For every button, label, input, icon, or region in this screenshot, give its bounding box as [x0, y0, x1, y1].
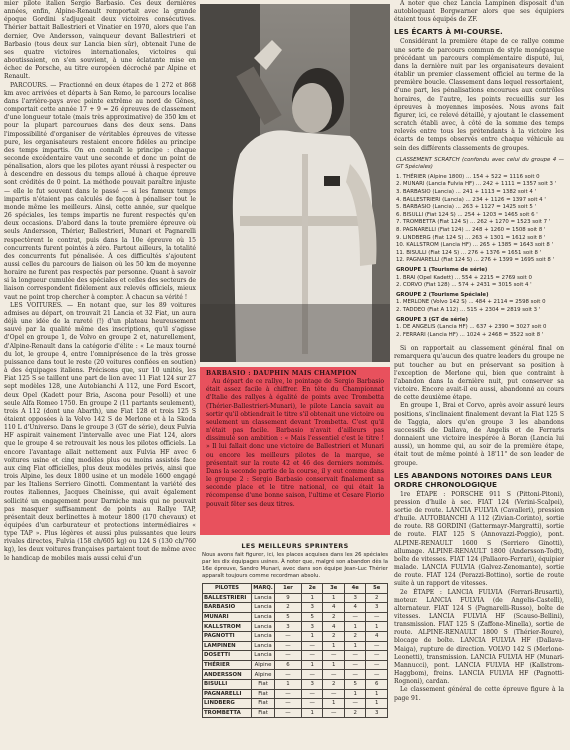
- placing-cell: 1: [323, 641, 345, 651]
- classement-line: 2. MUNARI (Lancia Fulvia HF) ... 242 + 1111 = 1357 soit 3 ': [396, 181, 557, 188]
- photo-driver-drinking: [200, 4, 390, 362]
- section-heading-ecarts: LES ÉCARTS À MI-COURSE.: [394, 27, 503, 37]
- placing-cell: 6: [366, 679, 388, 689]
- article-paragraph: LES VOITURES. — En notant que, sur les 89 voitures admises au départ, on trouvait 21 Lancia et 32 Fiat, un aura déjà une idée de la rareté (!) d'un plateau heureusement sauvé par la qualité même des inscriptions, qu'il s'agisse d'Opel en groupe 1, de Volvo en groupe 2 et, naturellement, d'Alpine-Renault dans la catégorie d'élite : « Le maux tourné du lot, le groupe 4, entre l'omniprésence de la très grosse puissance dans tout le reste (20 voitures confiées en soutien) à des équipages italiens. Précisons que, sur 10 unités, les Fiat 125 S se taillent une part de lion avec 11 Fiat 124 sur 27 sept modèles 128, une Autobianchi A 112, une Ford Escort, deux Opel (Kadett pour Bria, Ascona pour Pesolli) et une seule Alfa Romeo 1750. En groupe 2 (11 partants seulement), trois A 112 (dont une Abarth), une Fiat 128 et trois 125 S étaient opposées à la Volvo 142 S de Merlone et à la Skoda 110 L d'Universo. Dans le groupe 3 (GT de série), deux Fulvia HF aspirait vainement l'intervalle avec une Fiat 124, alors que le groupe 4 se retrouvait les nous les pilotes officiels. La encore l'avantage allait nettement aux Fulvia HF avec 6 voitures usine et cinq modèles plus ou moins assistés face aux cinq Fiat officielles, plus deux modèles privés, ainsi que trois Alpine, les deux 1800 usine et un modèle 1600 engagé par les Italiens Serriero Ginotti. Commentant la variété des routes italiennes, Jacques Cheinisse, qui avait également sollicité un engagement pour Darniche mais qui ne pouvait pas masquer suffisamment de points au Rallye TAP, présentait deux berlinettes à moteur 1800 (170 chevaux) et équipées d'un carburateur et protections intermédiaires « type TAP ». Plus légères et aussi plus puissantes que leurs rivales directes, Fulvia (158 ch/605 kg) ou 124 S (130 ch/760 kg), les deux voitures françaises partaient tout de même avec le handicap de mobiles mais aussi celui d'un: [4, 301, 196, 562]
- table-row: [203, 631, 388, 641]
- placing-cell: 2: [344, 631, 366, 641]
- article-paragraph: PARCOURS. — Fractionné en deux étapes de 1 272 et 868 km avec arrivées et départs à San Remo, le parcours localise dans l'arrière-pays avec pointe extrême au nord de Gênes, comportait cette année 17 + 9 = 26 épreuves de classement d'une longueur totale (mais très approximative) de 350 km et pour la plupart parcourues dans des deux sens. Dans l'impossibilité d'organiser de véritables épreuves de vitesse pure, les organisateurs restaient encore fidèles au principe des temps impartis. On en connaît le principe : chaque seconde excédentaire vaut une seconde et donc un point de pénalisation, alors que les pilotes ayant réussi à respecter ou à descendre en dessous du temps alloué à chaque épreuve sont crédités de 0 point. La méthode pouvait paraître injuste — elle le fut souvent dans le passé — si les fameux temps impartis n'étaient pas calculés de façon à pénaliser tout le monde même les meilleurs. Ainsi, cette année, sur quelque 26 spéciales, les temps impartis ne furent respectés qu'en deux occasions. D'abord dans la toute première épreuve où seuls Andersson, Thérier, Ballestrieri, Munari et Pagnarelli respectèrent le contrat, puis dans la 10e épreuve où 15 concurrents furent pointés à zéro. Partout ailleurs, la totalité des concurrents fut pénalisée. À ces difficultés s'ajoutent aussi celles du parcours de liaison où les 50 km de moyenne horaire ne furent pas respectés par personne. Quant à savoir si la longueur cumulée des spéciales et celles des secteurs de liaison correspondent fidèlement aux relevés officiels, mieux vaut ne point trop chercher à compter. À chacun sa vérité !: [4, 81, 196, 301]
- placing-cell: —: [275, 708, 302, 718]
- placing-cell: —: [301, 689, 323, 699]
- placing-cell: 9: [275, 593, 302, 603]
- placing-cell: 1: [366, 699, 388, 709]
- table-row: [203, 689, 388, 699]
- placing-cell: 3: [366, 708, 388, 718]
- placing-cell: 1: [323, 660, 345, 670]
- caption-title: BARBASIO : DAUPHIN MAIS CHAMPION: [206, 370, 357, 377]
- classement-line: 1. BRAI (Opel Kadett) ... 554 + 2215 = 2769 soit 0: [396, 274, 532, 281]
- classement-group-heading: GROUPE 2 (Tourisme Spéciale): [396, 291, 489, 298]
- placing-cell: 2: [323, 679, 345, 689]
- make-cell: Lancia: [252, 631, 275, 641]
- table-row: [203, 593, 388, 603]
- pilot-name-cell: THÉRIER: [203, 660, 252, 670]
- placing-cell: 3: [344, 593, 366, 603]
- pilot-name-cell: BARBASIO: [203, 603, 252, 613]
- placing-cell: 5: [344, 679, 366, 689]
- placing-cell: —: [301, 670, 323, 680]
- make-cell: Fiat: [252, 689, 275, 699]
- placing-cell: 1: [323, 593, 345, 603]
- classement-line: 5. BARBASIO (Lancia) ... 263 + 1127 = 1425 soit 5 ': [396, 204, 536, 211]
- placing-cell: 4: [323, 603, 345, 613]
- placing-cell: 1: [323, 699, 345, 709]
- column-header: 1er: [275, 584, 302, 594]
- placing-cell: —: [275, 670, 302, 680]
- make-cell: Lancia: [252, 641, 275, 651]
- pilot-name-cell: LAMPINEN: [203, 641, 252, 651]
- photo-illustration: [200, 4, 390, 362]
- table-row: [203, 670, 388, 680]
- placing-cell: 3: [301, 603, 323, 613]
- classement-line: 1. DE ANGELIS (Lancia HF) ... 637 + 2390 = 3027 soit 0: [396, 324, 547, 331]
- placing-cell: —: [366, 670, 388, 680]
- placing-cell: 1: [301, 708, 323, 718]
- article-paragraph: Si on rapportait au classement général final on remarquera qu'aucun des quatre leaders du groupe ne put toucher au but en préservant sa position à l'exception de Merlone qui, bien que contraint à l'abandon dans la dernière nuit, put conserver sa victoire. Encore avait-il eu aussi, abandonné au cours de cette deuxième étape.: [394, 345, 564, 402]
- article-column-right: [394, 0, 564, 740]
- pilot-name-cell: BISULLI: [203, 679, 252, 689]
- classement-block: [396, 157, 564, 340]
- table-row: [203, 641, 388, 651]
- sprinters-table: [202, 583, 388, 718]
- pilot-name-cell: KALLSTROM: [203, 622, 252, 632]
- placing-cell: 6: [275, 660, 302, 670]
- classement-line: 2. CORVO (Fiat 128) ... 574 + 2431 = 3015 soit 4 ': [396, 282, 532, 289]
- placing-cell: —: [366, 612, 388, 622]
- classement-line: 7. TROMBETTA (Fiat 124 S) ... 262 + 1270 = 1523 soit 7 ': [396, 219, 551, 226]
- placing-cell: —: [366, 660, 388, 670]
- placing-cell: —: [344, 699, 366, 709]
- make-cell: Lancia: [252, 603, 275, 613]
- placing-cell: 1: [344, 641, 366, 651]
- placing-cell: 5: [301, 612, 323, 622]
- placing-cell: —: [344, 660, 366, 670]
- placing-cell: —: [301, 699, 323, 709]
- column-header: 4e: [344, 584, 366, 594]
- article-paragraph: À noter que chez Lancia Lampinen disposait d'un autobloquant Borgwarner alors que ses équipiers étaient tous équipés de ZF.: [394, 0, 564, 24]
- table-row: [203, 699, 388, 709]
- classement-line: 4. BALLESTRIERI (Lancia) ... 234 + 1126 = 1397 soit 4 ': [396, 196, 546, 203]
- article-paragraph: Le classement général de cette épreuve figure à la page 91.: [394, 686, 564, 702]
- placing-cell: —: [323, 670, 345, 680]
- article-paragraph: 1re ÉTAPE : PORSCHE 911 S (Pittoni-Pitoni), pression d'huile à sec. FIAT 124 (Verini-Scalpei), sortie de route. LANCIA FULVIA (Cavalleri), pression d'huile. AUTOBIANCHI A 112 (Zivian-Corinto), sortie de route. R8 GORDINI (Gattermayr-Margratti), sortie de route. FIAT 125 S (Annovazzi-Poggio), pont. ALPINE-RENAULT 1600 S (Serriero Ginotti), allumage. ALPINE-RENAULT 1800 (Andersson-Todt), boîte de vitesses. FIAT 124 (Pallaoro-Ferrari), équipier malade. LANCIA FULVIA (Galvez-Zenomante), sortie de route. FIAT 124 (Perazzi-Bottino), sortie de route suite à un rapport de vitesses.: [394, 490, 564, 588]
- classement-line: 10. KALLSTROM (Lancia HF) ... 265 + 1385 = 1643 soit 8 ': [396, 242, 554, 249]
- placing-cell: 3: [301, 622, 323, 632]
- classement-line: 2. TADDEO (Fiat A 112) ... 515 + 2304 = 2819 soit 3 ': [396, 306, 541, 313]
- make-cell: Lancia: [252, 612, 275, 622]
- classement-line: 6. BISULLI (Fiat 124 S) ... 254 + 1203 = 1465 soit 6 ': [396, 211, 538, 218]
- classement-group-heading: GROUPE 3 (GT de série): [396, 316, 468, 323]
- sprinters-title: LES MEILLEURS SPRINTERS: [241, 542, 349, 550]
- classement-line: 1. THÉRIER (Alpine 1800) ... 154 + 522 = 1116 soit 0: [396, 173, 540, 180]
- table-row: [203, 651, 388, 661]
- placing-cell: 1: [366, 622, 388, 632]
- placing-cell: —: [275, 631, 302, 641]
- classement-line: 2. FERRARI (Lancia HF) ... 1024 + 2468 = 3522 soit 8 ': [396, 331, 544, 338]
- placing-cell: —: [323, 689, 345, 699]
- table-row: [203, 660, 388, 670]
- placing-cell: 1: [301, 631, 323, 641]
- placing-cell: 1: [301, 660, 323, 670]
- sprinters-section: [200, 540, 390, 745]
- table-row: [203, 612, 388, 622]
- table-header-row: [203, 584, 388, 594]
- pilot-name-cell: DOSETTI: [203, 651, 252, 661]
- make-cell: Alpine: [252, 660, 275, 670]
- placing-cell: 4: [344, 603, 366, 613]
- placing-cell: —: [344, 612, 366, 622]
- pilot-name-cell: MUNARI: [203, 612, 252, 622]
- pilot-name-cell: PAGNARELLI: [203, 689, 252, 699]
- section-heading-abandons: LES ABANDONS NOTOIRES DANS LEUR ORDRE CHRONOLOGIQUE: [394, 470, 552, 489]
- column-header: 5e: [366, 584, 388, 594]
- article-paragraph: Considérant la première étape de ce rallye comme une sorte de parcours commun de style monégasque précédant un parcours complémentaire disputé, lui, dans la dernière nuit par les organisateurs devaient établir un premier classement officiel au terme de la première boucle. Classement dans lequel ressortaient, d'une part, les pénalisations encourues aux contrôles horaires, de l'autre, les points recueillis sur les épreuves à moyennes imposées. Nous avons fait figurer, ici, ce relevé détaillé, y ajoutant le classement scratch établi avec, à côté de la somme des temps relevés entre tous les prétendants à la victoire les écarts de temps observés entre chaque véhicule au sein des différents classements de groupes.: [394, 38, 564, 152]
- table-row: [203, 708, 388, 718]
- column-header: MARQ.: [253, 585, 273, 592]
- make-cell: Lancia: [252, 622, 275, 632]
- article-paragraph: En groupe 1, Brai et Corvo, après avoir assuré leurs positions, s'inclinaient finalement devant la Fiat 125 S de Taggia, alors qu'en groupe 3 les abandons successifs de Dallava, de Angelis et de Ferraris donnaient une victoire inespérée à Boran (Lancia lui aussi), un homme qui, au soir de la première étape, était tout de même pointé à 18'11" de son leader de groupe.: [394, 402, 564, 467]
- placing-cell: 5: [275, 612, 302, 622]
- classement-heading: CLASSEMENT SCRATCH (confondu avec celui du groupe 4 — GT Spéciales): [396, 156, 564, 171]
- article-paragraph: 2e ÉTAPE : LANCIA FULVIA (Ferrari-Brusarti), moteur. LANCIA FULVIA (de Angelis-Castelli), alternateur. FIAT 124 S (Pagnarelli-Russo), boîte de vitesses. LANCIA FULVIA HF (Scauso-Bellini), transmission. FIAT 125 S (Zaffone-Minella), sortie de route. ALPINE-RENAULT 1800 S (Thérier-Roure), blocage de boîte. LANCIA FULVIA HF (Dallava-Maiga), rupture de direction. VOLVO 142 S (Merlone-Leonetti), transmission. LANCIA FULVIA HF (Munari-Mannucci), pont. LANCIA FULVIA HF (Kallstrom-Haggbom), freins. LANCIA FULVIA HF (Pagnotti-Rognoni), cardan.: [394, 588, 564, 686]
- placing-cell: 2: [323, 612, 345, 622]
- placing-cell: 1: [344, 622, 366, 632]
- classement-line: 9. LINDBERG (Fiat 124 S) ... 263 + 1301 = 1612 soit 8 ': [396, 234, 546, 241]
- placing-cell: —: [275, 699, 302, 709]
- photo-caption-box: [200, 367, 390, 535]
- placing-cell: 3: [275, 622, 302, 632]
- make-cell: Lancia: [252, 593, 275, 603]
- placing-cell: 3: [366, 603, 388, 613]
- placing-cell: 1: [344, 689, 366, 699]
- column-header: 3e: [323, 584, 345, 594]
- placing-cell: 1: [366, 689, 388, 699]
- placing-cell: —: [275, 689, 302, 699]
- article-column-left: [4, 0, 196, 740]
- placing-cell: —: [344, 651, 366, 661]
- placing-cell: 3: [301, 679, 323, 689]
- placing-cell: 4: [366, 631, 388, 641]
- placing-cell: —: [275, 651, 302, 661]
- column-header: 2e: [301, 584, 323, 594]
- make-cell: Fiat: [252, 708, 275, 718]
- pilot-name-cell: BALLESTRIERI: [203, 593, 252, 603]
- placing-cell: 4: [323, 622, 345, 632]
- placing-cell: 2: [366, 593, 388, 603]
- placing-cell: 2: [344, 708, 366, 718]
- pilot-name-cell: LINDBERG: [203, 699, 252, 709]
- placing-cell: —: [366, 651, 388, 661]
- table-row: [203, 603, 388, 613]
- placing-cell: —: [323, 708, 345, 718]
- placing-cell: 2: [323, 631, 345, 641]
- article-paragraph: mier pilote italien Sergio Barbasio. Ces deux dernières années, enfin, Alpine-Renault remportait avec la grande époque Gordini s'adjugeait deux victoires consécutives. Thérier battait Ballestrieri et Vinatier en 1970, alors que l'an dernier, Ove Andersson, vainqueur devant Ballestrieri et Barbasio (tous deux sur Lancia bien sûr), obtenait l'une de ses quatre victoires internationales, victoires qui aboutissaient, on s'en souvient, à une éclatante mise en échec de Porsche, au titre européen décroché par Alpine et Renault.: [4, 0, 196, 81]
- column-header: PILOTES: [203, 584, 252, 594]
- table-row: [203, 679, 388, 689]
- classement-line: 11. BISULLI (Fiat 124 S) ... 276 + 1376 = 1651 soit 8 ': [396, 249, 542, 256]
- placing-cell: —: [301, 641, 323, 651]
- pilot-name-cell: TROMBETTA: [203, 708, 252, 718]
- pilot-name-cell: PAGNOTTI: [203, 631, 252, 641]
- classement-group-heading: GROUPE 1 (Tourisme de série): [396, 266, 488, 273]
- make-cell: Lancia: [252, 651, 275, 661]
- placing-cell: 1: [275, 679, 302, 689]
- placing-cell: —: [366, 641, 388, 651]
- classement-line: 3. BARBASIO (Lancia) ... 241 + 1113 = 1382 soit 4 ': [396, 189, 536, 196]
- placing-cell: —: [323, 651, 345, 661]
- placing-cell: —: [301, 651, 323, 661]
- classement-line: 8. PAGNARELLI (Fiat 124) ... 248 + 1260 = 1508 soit 8 ': [396, 227, 546, 233]
- classement-line: 12. PAGNARELLI (Fiat 124 S) ... 276 + 1399 = 1695 soit 8 ': [396, 257, 555, 264]
- placing-cell: 1: [301, 593, 323, 603]
- caption-text: Au départ de ce rallye, le pointage de Sergio Barbasio était assez facile à chiffrer. En tête du Championnat d'Italie des rallyes à égalité de points avec Trombetta (Thérier-Ballestrieri-Munari), le pilote Lancia savait au sortir qu'il obtiendrait le titre s'il obtenait une victoire ou seulement un classement devant Trombetta. C'est qu'il n'était pas facile. Barbasio n'avait d'ailleurs pas dissimulé son ambition : « Mais l'essentiel c'est le titre ! » Il lui fallait donc une victoire de Ballestrieri et Munari ou encore les meilleurs pilotes de la marque, se présentait sur la route 42 et 46 des derniers nommés. Dans la seconde partie de la course, il y eut comme dans le groupe 2 : Sergio Barbasio conservait finalement sa seconde place et le titre national, ce qui était la récompense d'une bonne saison, l'ultime et Cesare Fiorio pouvait fêter ses deux titres.: [206, 378, 384, 508]
- placing-cell: —: [275, 641, 302, 651]
- pilot-name-cell: ANDERSSON: [203, 670, 252, 680]
- sprinters-intro: Nous avons fait figurer, ici, les places acquises dans les 26 spéciales par les dix équipages usines. À noter que, malgré son abandon dès la 16e épreuve, Sandro Munari, avec dans son équipe Jean-Luc Thérier apparaît toujours comme recordman absolu.: [202, 552, 388, 579]
- placing-cell: 2: [275, 603, 302, 613]
- table-row: [203, 622, 388, 632]
- classement-line: 1. MERLONE (Volvo 142 S) ... 484 + 2114 = 2598 soit 0: [396, 299, 546, 306]
- make-cell: Fiat: [252, 679, 275, 689]
- make-cell: Alpine: [252, 670, 275, 680]
- make-cell: Fiat: [252, 699, 275, 709]
- placing-cell: —: [344, 670, 366, 680]
